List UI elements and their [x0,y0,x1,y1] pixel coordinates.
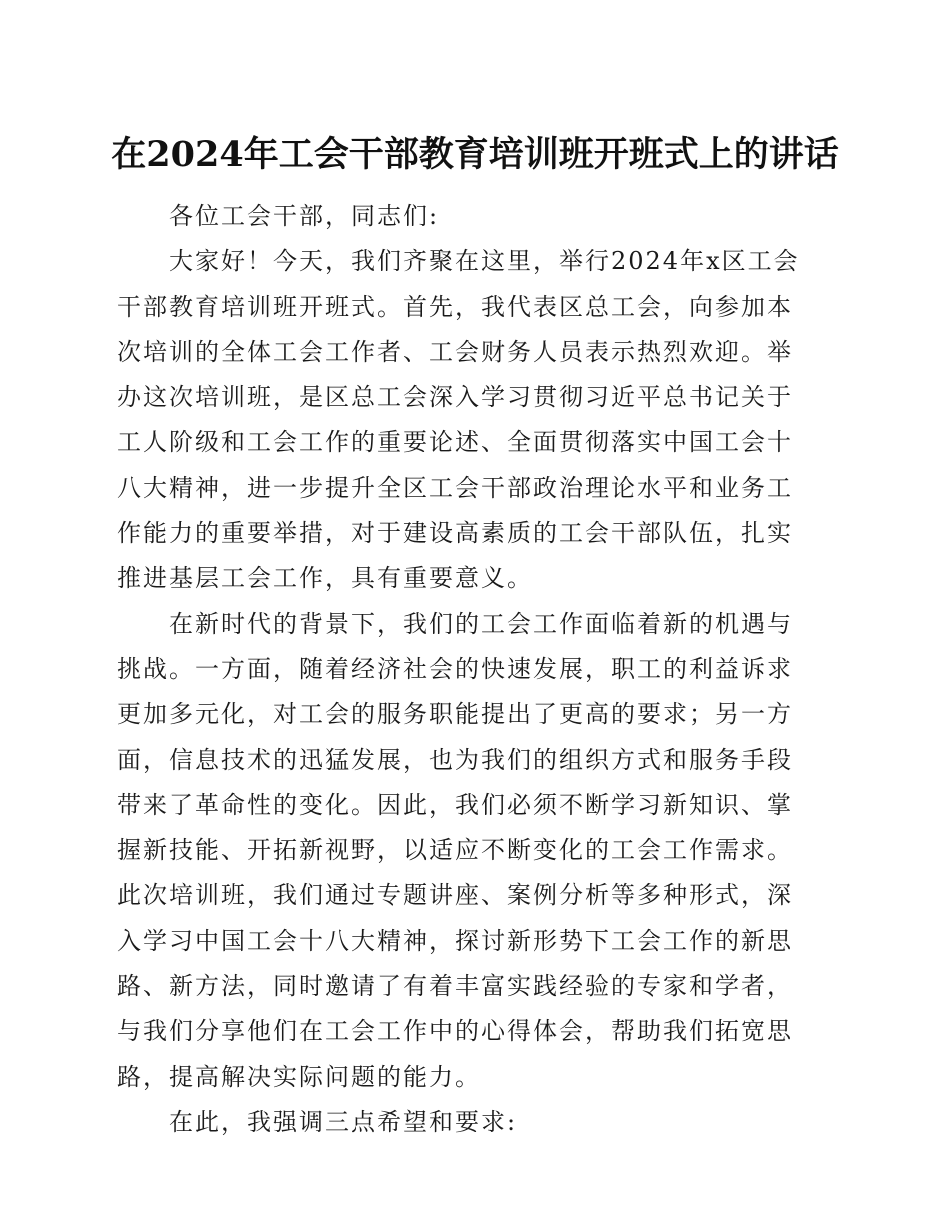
paragraph-context: 在新时代的背景下，我们的工会工作面临着新的机遇与挑战。一方面，随着经济社会的快速发展，职工的利益诉求更加多元化，对工会的服务职能提出了更高的要求；另一方面，信息技术的迅猛发展，也为我们的组织方式和服务手段带来了革命性的变化。因此，我们必须不断学习新知识、掌握新技能、开拓新视野，以适应不断变化的工会工作需求。此次培训班，我们通过专题讲座、案例分析等多种形式，深入学习中国工会十八大精神，探讨新形势下工会工作的新思路、新方法，同时邀请了有着丰富实践经验的专家和学者，与我们分享他们在工会工作中的心得体会，帮助我们拓宽思路，提高解决实际问题的能力。 [117,609,793,1091]
paragraph-opening: 大家好！今天，我们齐聚在这里，举行2024年x区工会干部教育培训班开班式。首先，我代表区总工会，向参加本次培训的全体工会工作者、工会财务人员表示热烈欢迎。举办这次培训班，是区总工会深入学习贯彻习近平总书记关于工人阶级和工会工作的重要论述、全面贯彻落实中国工会十八大精神，进一步提升全区工会干部政治理论水平和业务工作能力的重要举措，对于建设高素质的工会干部队伍，扎实推进基层工会工作，具有重要意义。 [117,247,800,593]
paragraph-greeting: 各位工会干部，同志们: [169,202,440,230]
document-title: 在2024年工会干部教育培训班开班式上的讲话 [111,134,839,175]
document-body [117,194,813,1145]
paragraph-requirements-intro: 在此，我强调三点希望和要求: [169,1107,518,1136]
